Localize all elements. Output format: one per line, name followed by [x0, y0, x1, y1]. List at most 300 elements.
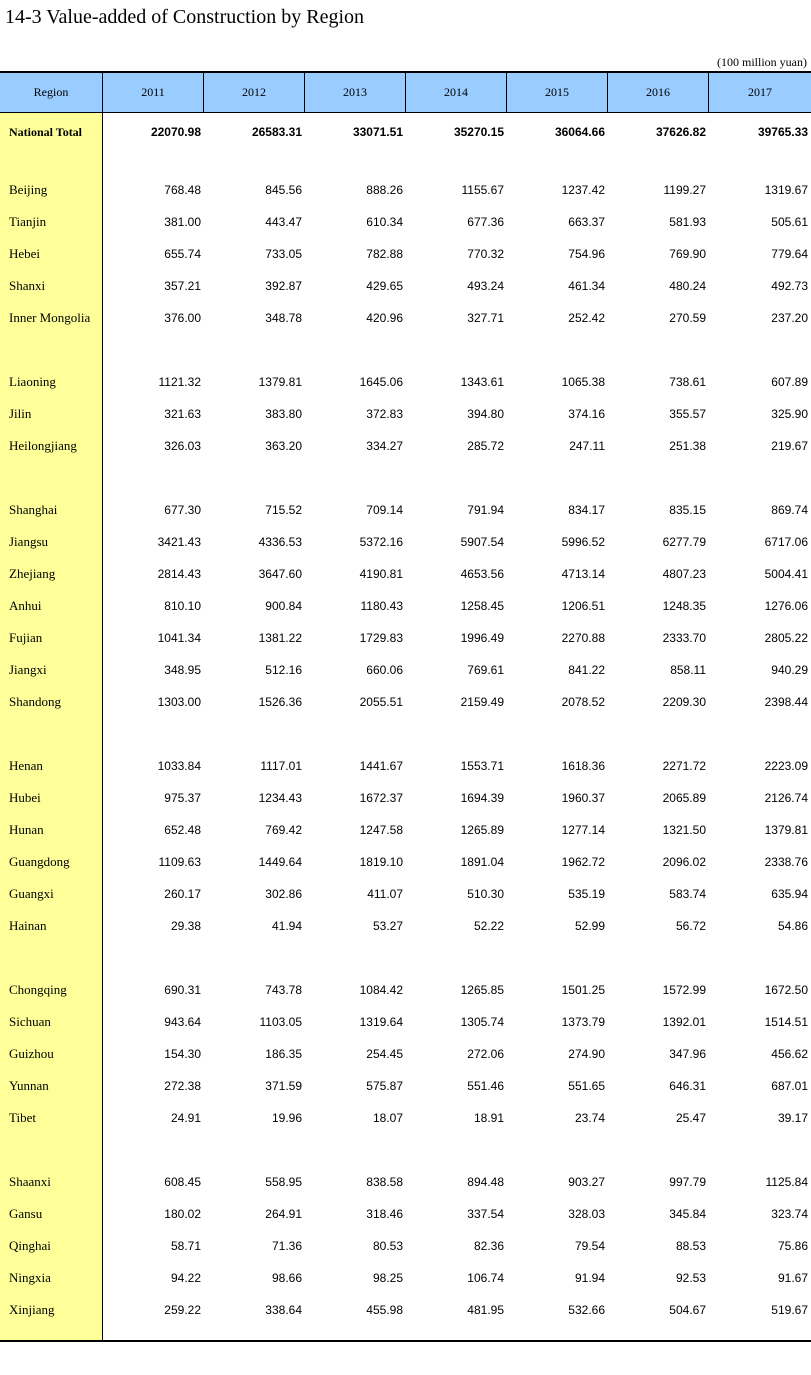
value-cell: 532.66	[568, 1303, 605, 1317]
value-cell: 2065.89	[662, 791, 706, 805]
value-cell: 2055.51	[359, 695, 403, 709]
value-cell: 894.48	[467, 1175, 504, 1189]
value-cell: 1248.35	[662, 599, 706, 613]
value-cell: 1379.81	[764, 823, 808, 837]
value-cell: 769.90	[669, 247, 706, 261]
value-cell: 323.74	[771, 1207, 808, 1221]
header-year: 2013	[305, 73, 406, 112]
table-row	[0, 1075, 811, 1097]
value-cell: 1265.85	[460, 983, 504, 997]
value-cell: 838.58	[366, 1175, 403, 1189]
value-cell: 2159.49	[460, 695, 504, 709]
value-cell: 1381.22	[258, 631, 302, 645]
value-cell: 98.25	[372, 1271, 403, 1285]
value-cell: 835.15	[669, 503, 706, 517]
value-cell: 328.03	[568, 1207, 605, 1221]
value-cell: 1303.00	[157, 695, 201, 709]
value-cell: 660.06	[366, 663, 403, 677]
value-cell: 392.87	[265, 279, 302, 293]
value-cell: 33071.51	[352, 125, 403, 139]
region-name: Shanxi	[9, 278, 46, 293]
value-cell: 1125.84	[765, 1175, 808, 1189]
value-cell: 2209.30	[662, 695, 706, 709]
value-cell: 274.90	[568, 1047, 605, 1061]
region-name: Guizhou	[9, 1046, 54, 1061]
value-cell: 635.94	[771, 887, 808, 901]
region-name: Guangdong	[9, 854, 70, 869]
region-name: Jilin	[9, 406, 32, 421]
value-cell: 337.54	[467, 1207, 504, 1221]
table-row	[0, 883, 811, 905]
region-name: Henan	[9, 758, 43, 773]
value-cell: 769.61	[467, 663, 504, 677]
value-cell: 80.53	[372, 1239, 403, 1253]
region-name: Tibet	[9, 1110, 36, 1125]
value-cell: 504.67	[669, 1303, 706, 1317]
value-cell: 363.20	[265, 439, 302, 453]
value-cell: 2398.44	[764, 695, 808, 709]
value-cell: 154.30	[164, 1047, 201, 1061]
value-cell: 1672.37	[359, 791, 403, 805]
value-cell: 1237.42	[561, 183, 605, 197]
table-row	[0, 1043, 811, 1065]
value-cell: 1449.64	[258, 855, 302, 869]
value-cell: 237.20	[771, 311, 808, 325]
table-header	[0, 73, 811, 113]
value-cell: 2270.88	[561, 631, 605, 645]
value-cell: 56.72	[675, 919, 706, 933]
value-cell: 2271.72	[662, 759, 706, 773]
region-name: Shandong	[9, 694, 61, 709]
value-cell: 834.17	[568, 503, 605, 517]
value-cell: 39.17	[777, 1111, 808, 1125]
value-cell: 371.59	[265, 1079, 302, 1093]
value-cell: 607.89	[771, 375, 808, 389]
value-cell: 687.01	[771, 1079, 808, 1093]
region-name: Qinghai	[9, 1238, 51, 1253]
value-cell: 869.74	[771, 503, 808, 517]
value-cell: 743.78	[265, 983, 302, 997]
table-row	[0, 275, 811, 297]
value-cell: 1103.05	[259, 1015, 302, 1029]
region-name: Inner Mongolia	[9, 310, 91, 325]
table-row	[0, 691, 811, 713]
table-row	[0, 1235, 811, 1257]
value-cell: 456.62	[771, 1047, 808, 1061]
value-cell: 251.38	[669, 439, 706, 453]
value-cell: 608.45	[164, 1175, 201, 1189]
value-cell: 455.98	[366, 1303, 403, 1317]
value-cell: 709.14	[366, 503, 403, 517]
value-cell: 1392.01	[662, 1015, 706, 1029]
table-row	[0, 659, 811, 681]
value-cell: 443.47	[265, 215, 302, 229]
value-cell: 677.36	[467, 215, 504, 229]
value-cell: 411.07	[367, 887, 403, 901]
region-name: Xinjiang	[9, 1302, 55, 1317]
value-cell: 903.27	[568, 1175, 605, 1189]
value-cell: 1319.64	[359, 1015, 403, 1029]
value-cell: 900.84	[265, 599, 302, 613]
region-name: Hunan	[9, 822, 44, 837]
value-cell: 4653.56	[460, 567, 504, 581]
value-cell: 1117.01	[260, 759, 302, 773]
value-cell: 5372.16	[359, 535, 403, 549]
value-cell: 318.46	[366, 1207, 403, 1221]
region-name: Liaoning	[9, 374, 56, 389]
region-name: Yunnan	[9, 1078, 49, 1093]
value-cell: 18.91	[473, 1111, 504, 1125]
value-cell: 583.74	[669, 887, 706, 901]
region-name: Shanghai	[9, 502, 58, 517]
value-cell: 975.37	[164, 791, 201, 805]
header-year: 2017	[748, 85, 772, 99]
value-cell: 4336.53	[258, 535, 302, 549]
value-cell: 381.00	[164, 215, 201, 229]
value-cell: 493.24	[467, 279, 504, 293]
region-name: Guangxi	[9, 886, 54, 901]
table-row	[0, 563, 811, 585]
value-cell: 18.07	[372, 1111, 403, 1125]
value-cell: 302.86	[265, 887, 302, 901]
header-year: 2016	[608, 73, 709, 112]
value-cell: 19.96	[271, 1111, 302, 1125]
value-cell: 1258.45	[460, 599, 504, 613]
region-name: Jiangxi	[9, 662, 47, 677]
value-cell: 338.64	[265, 1303, 302, 1317]
value-cell: 6277.79	[662, 535, 706, 549]
value-cell: 180.02	[164, 1207, 201, 1221]
value-cell: 646.31	[669, 1079, 706, 1093]
value-cell: 610.34	[366, 215, 403, 229]
value-cell: 581.93	[669, 215, 706, 229]
value-cell: 26583.31	[251, 125, 302, 139]
value-cell: 5004.41	[764, 567, 808, 581]
table-row	[0, 851, 811, 873]
value-cell: 71.36	[271, 1239, 302, 1253]
value-cell: 1819.10	[359, 855, 403, 869]
value-cell: 1109.63	[158, 855, 201, 869]
value-cell: 23.74	[574, 1111, 605, 1125]
value-cell: 1305.74	[460, 1015, 504, 1029]
value-cell: 2333.70	[662, 631, 706, 645]
value-cell: 1199.27	[663, 183, 706, 197]
value-cell: 252.42	[568, 311, 605, 325]
value-cell: 58.71	[170, 1239, 201, 1253]
table-row	[0, 211, 811, 233]
table-row	[0, 307, 811, 329]
value-cell: 37626.82	[655, 125, 706, 139]
value-cell: 2338.76	[764, 855, 808, 869]
value-cell: 3421.43	[157, 535, 201, 549]
value-cell: 334.27	[366, 439, 403, 453]
region-name: Ningxia	[9, 1270, 51, 1285]
value-cell: 652.48	[164, 823, 201, 837]
value-cell: 348.95	[164, 663, 201, 677]
table-row	[0, 179, 811, 201]
header-year: 2015	[507, 73, 608, 112]
value-cell: 1572.99	[662, 983, 706, 997]
value-cell: 1962.72	[561, 855, 605, 869]
value-cell: 769.42	[265, 823, 302, 837]
value-cell: 1180.43	[360, 599, 403, 613]
value-cell: 2223.09	[764, 759, 808, 773]
value-cell: 2814.43	[157, 567, 201, 581]
value-cell: 355.57	[669, 407, 706, 421]
value-cell: 3647.60	[258, 567, 302, 581]
value-cell: 1276.06	[764, 599, 808, 613]
value-cell: 858.11	[670, 663, 706, 677]
value-cell: 36064.66	[554, 125, 605, 139]
value-cell: 715.52	[265, 503, 302, 517]
value-cell: 690.31	[164, 983, 201, 997]
value-cell: 2078.52	[561, 695, 605, 709]
region-name: Anhui	[9, 598, 42, 613]
table-row	[0, 1203, 811, 1225]
value-cell: 1206.51	[561, 599, 605, 613]
value-cell: 845.56	[265, 183, 302, 197]
value-cell: 2805.22	[764, 631, 808, 645]
value-cell: 88.53	[675, 1239, 706, 1253]
value-cell: 997.79	[669, 1175, 706, 1189]
value-cell: 394.80	[467, 407, 504, 421]
value-cell: 82.36	[473, 1239, 504, 1253]
value-cell: 374.16	[568, 407, 605, 421]
table-row	[0, 819, 811, 841]
value-cell: 551.65	[568, 1079, 605, 1093]
region-name: Hainan	[9, 918, 47, 933]
region-name: Chongqing	[9, 982, 67, 997]
value-cell: 420.96	[366, 311, 403, 325]
value-cell: 327.71	[467, 311, 504, 325]
value-cell: 1645.06	[359, 375, 403, 389]
value-cell: 1343.61	[460, 375, 504, 389]
table-row	[0, 243, 811, 265]
value-cell: 1373.79	[561, 1015, 605, 1029]
header-region: Region	[0, 73, 103, 112]
table-row	[0, 915, 811, 937]
value-cell: 4807.23	[662, 567, 706, 581]
value-cell: 510.30	[467, 887, 504, 901]
value-cell: 24.91	[170, 1111, 201, 1125]
table-row	[0, 1299, 811, 1321]
value-cell: 655.74	[164, 247, 201, 261]
value-cell: 663.37	[568, 215, 605, 229]
value-cell: 519.67	[771, 1303, 808, 1317]
table-row	[0, 371, 811, 393]
value-cell: 943.64	[164, 1015, 201, 1029]
region-name: Gansu	[9, 1206, 43, 1221]
value-cell: 347.96	[669, 1047, 706, 1061]
value-cell: 1996.49	[460, 631, 504, 645]
value-cell: 92.53	[675, 1271, 706, 1285]
region-name: Jiangsu	[9, 534, 48, 549]
value-cell: 94.22	[170, 1271, 201, 1285]
value-cell: 75.86	[777, 1239, 808, 1253]
region-name: Beijing	[9, 182, 48, 197]
value-cell: 888.26	[366, 183, 403, 197]
unit-label: (100 million yuan)	[717, 55, 807, 69]
data-table	[0, 71, 811, 1342]
value-cell: 1960.37	[561, 791, 605, 805]
header-year: 2014	[406, 73, 507, 112]
value-cell: 5996.52	[561, 535, 605, 549]
table-row	[0, 1011, 811, 1033]
value-cell: 345.84	[669, 1207, 706, 1221]
table-row-total	[0, 121, 811, 143]
region-name: Shaanxi	[9, 1174, 51, 1189]
page-title: 14-3 Value-added of Construction by Region	[5, 6, 365, 28]
table-row	[0, 1171, 811, 1193]
table-row	[0, 403, 811, 425]
value-cell: 791.94	[467, 503, 504, 517]
value-cell: 5907.54	[460, 535, 504, 549]
table-row	[0, 787, 811, 809]
value-cell: 492.73	[771, 279, 808, 293]
value-cell: 551.46	[467, 1079, 504, 1093]
value-cell: 1501.25	[561, 983, 605, 997]
region-name: Fujian	[9, 630, 43, 645]
value-cell: 372.83	[366, 407, 403, 421]
value-cell: 247.11	[569, 439, 605, 453]
value-cell: 272.38	[164, 1079, 201, 1093]
value-cell: 1379.81	[258, 375, 302, 389]
value-cell: 52.22	[473, 919, 504, 933]
value-cell: 782.88	[366, 247, 403, 261]
value-cell: 810.10	[164, 599, 201, 613]
value-cell: 535.19	[568, 887, 605, 901]
region-name: Heilongjiang	[9, 438, 77, 453]
value-cell: 738.61	[669, 375, 706, 389]
region-name: Sichuan	[9, 1014, 51, 1029]
value-cell: 2126.74	[764, 791, 808, 805]
value-cell: 1084.42	[359, 983, 403, 997]
region-name: Tianjin	[9, 214, 47, 229]
value-cell: 91.94	[574, 1271, 605, 1285]
table-row	[0, 1267, 811, 1289]
value-cell: 285.72	[467, 439, 504, 453]
value-cell: 1234.43	[258, 791, 302, 805]
value-cell: 219.67	[771, 439, 808, 453]
value-cell: 348.78	[265, 311, 302, 325]
value-cell: 480.24	[669, 279, 706, 293]
value-cell: 326.03	[164, 439, 201, 453]
value-cell: 357.21	[164, 279, 201, 293]
value-cell: 79.54	[574, 1239, 605, 1253]
region-name: Hebei	[9, 246, 41, 261]
value-cell: 1321.50	[662, 823, 706, 837]
region-name: Zhejiang	[9, 566, 56, 581]
table-row	[0, 595, 811, 617]
value-cell: 6717.06	[764, 535, 808, 549]
value-cell: 1033.84	[157, 759, 201, 773]
value-cell: 383.80	[265, 407, 302, 421]
region-name: National Total	[9, 124, 83, 139]
value-cell: 54.86	[777, 919, 808, 933]
value-cell: 1247.58	[359, 823, 403, 837]
value-cell: 259.22	[164, 1303, 201, 1317]
value-cell: 41.94	[271, 919, 302, 933]
value-cell: 940.29	[771, 663, 808, 677]
value-cell: 1672.50	[764, 983, 808, 997]
value-cell: 35270.15	[453, 125, 504, 139]
value-cell: 1041.34	[157, 631, 201, 645]
value-cell: 2096.02	[662, 855, 706, 869]
value-cell: 1729.83	[359, 631, 403, 645]
value-cell: 260.17	[164, 887, 201, 901]
value-cell: 575.87	[366, 1079, 403, 1093]
value-cell: 39765.33	[757, 125, 808, 139]
value-cell: 1441.67	[359, 759, 403, 773]
value-cell: 1319.67	[764, 183, 808, 197]
value-cell: 264.91	[265, 1207, 302, 1221]
value-cell: 1526.36	[258, 695, 302, 709]
table-row	[0, 1107, 811, 1129]
value-cell: 4190.81	[359, 567, 403, 581]
value-cell: 186.35	[265, 1047, 302, 1061]
region-name: Hubei	[9, 790, 41, 805]
value-cell: 270.59	[669, 311, 706, 325]
value-cell: 4713.14	[561, 567, 605, 581]
table-row	[0, 627, 811, 649]
value-cell: 768.48	[164, 183, 201, 197]
value-cell: 325.90	[771, 407, 808, 421]
value-cell: 841.22	[568, 663, 605, 677]
value-cell: 461.34	[568, 279, 605, 293]
value-cell: 29.38	[170, 919, 201, 933]
table-row	[0, 979, 811, 1001]
value-cell: 770.32	[467, 247, 504, 261]
value-cell: 429.65	[366, 279, 403, 293]
value-cell: 1277.14	[561, 823, 605, 837]
value-cell: 376.00	[164, 311, 201, 325]
value-cell: 106.74	[467, 1271, 504, 1285]
value-cell: 505.61	[771, 215, 808, 229]
value-cell: 98.66	[271, 1271, 302, 1285]
value-cell: 1694.39	[460, 791, 504, 805]
value-cell: 558.95	[265, 1175, 302, 1189]
value-cell: 22070.98	[150, 125, 201, 139]
value-cell: 754.96	[568, 247, 605, 261]
value-cell: 1891.04	[460, 855, 504, 869]
value-cell: 1155.67	[461, 183, 504, 197]
table-row	[0, 755, 811, 777]
value-cell: 53.27	[372, 919, 403, 933]
value-cell: 1514.51	[764, 1015, 808, 1029]
value-cell: 321.63	[164, 407, 201, 421]
value-cell: 1553.71	[460, 759, 504, 773]
value-cell: 779.64	[771, 247, 808, 261]
header-year: 2011	[103, 73, 204, 112]
value-cell: 91.67	[777, 1271, 808, 1285]
value-cell: 677.30	[164, 503, 201, 517]
value-cell: 254.45	[366, 1047, 403, 1061]
header-year: 2012	[204, 73, 305, 112]
value-cell: 1618.36	[561, 759, 605, 773]
value-cell: 481.95	[467, 1303, 504, 1317]
value-cell: 1065.38	[561, 375, 605, 389]
value-cell: 733.05	[265, 247, 302, 261]
table-row	[0, 499, 811, 521]
value-cell: 272.06	[467, 1047, 504, 1061]
value-cell: 25.47	[675, 1111, 706, 1125]
table-row	[0, 531, 811, 553]
value-cell: 1121.32	[158, 375, 201, 389]
value-cell: 512.16	[265, 663, 302, 677]
value-cell: 52.99	[574, 919, 605, 933]
value-cell: 1265.89	[460, 823, 504, 837]
table-row	[0, 435, 811, 457]
